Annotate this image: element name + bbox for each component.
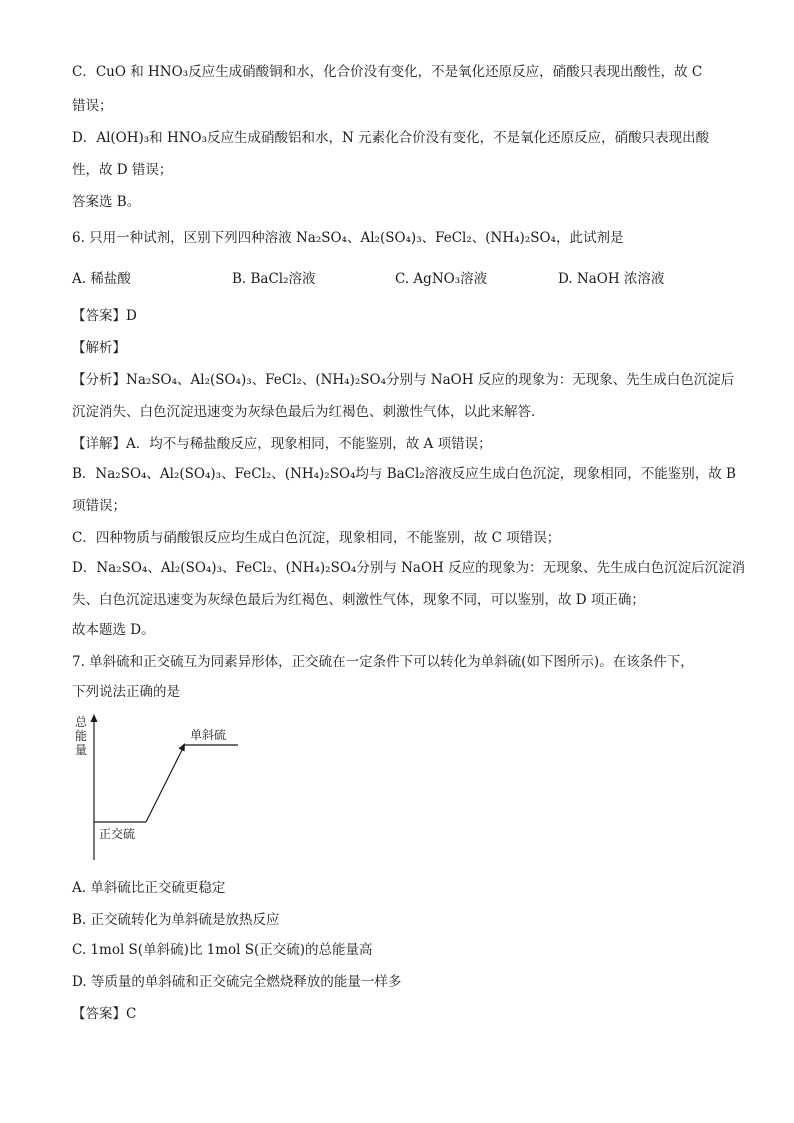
answer-value: D: [126, 308, 137, 324]
y-axis-label-char: 量: [75, 743, 88, 757]
question-6: 6. 只用一种试剂，区别下列四种溶液 Na₂SO₄、Al₂(SO₄)₃、FeCl₂、(NH₄)₂SO₄，此试剂是: [72, 230, 624, 246]
transition-line: [146, 746, 184, 822]
q7-option-c: C. 1mol S(单斜硫)比 1mol S(正交硫)的总能量高: [72, 942, 373, 958]
text-line: 失、白色沉淀迅速变为灰绿色最后为红褐色、刺激性气体，现象不同，可以鉴别，故 D 项正确；: [72, 592, 645, 608]
analysis-line: [72, 370, 734, 390]
text-line: D．Al(OH)₃和 HNO₃反应生成硝酸铝和水，N 元素化合价没有变化，不是氧化还原反应，硝酸只表现出酸: [72, 130, 710, 146]
q7-option-b: B. 正交硫转化为单斜硫是放热反应: [72, 912, 280, 928]
text-line: 错误；: [72, 98, 113, 114]
q6-option-c: C. AgNO₃溶液: [395, 271, 488, 287]
q7-option-d: D. 等质量的单斜硫和正交硫完全燃烧释放的能量一样多: [72, 974, 402, 990]
q6-option-d: D. NaOH 浓溶液: [558, 271, 665, 287]
analysis-text: Na₂SO₄、Al₂(SO₄)₃、FeCl₂、(NH₄)₂SO₄分别与 NaOH 反应的现象为：无现象、先生成白色沉淀后: [126, 372, 735, 388]
upper-level-label: 单斜硫: [190, 728, 227, 742]
text-line: 项错误；: [72, 498, 126, 514]
energy-diagram: [72, 712, 252, 864]
detail-tag: 【详解】: [72, 436, 126, 452]
analysis-tag: 【分析】: [72, 372, 126, 388]
detail-text: A．均不与稀盐酸反应，现象相同，不能鉴别，故 A 项错误；: [126, 436, 492, 452]
text-line: C．四种物质与硝酸银反应均生成白色沉淀，现象相同，不能鉴别，故 C 项错误；: [72, 530, 561, 546]
y-axis-label-char: 总: [75, 715, 88, 729]
answer-label: 【答案】: [72, 1006, 126, 1022]
answer-line: [72, 306, 137, 326]
analysis-label: 【解析】: [72, 340, 126, 356]
text-line: 答案选 B。: [72, 194, 141, 210]
lower-level-label: 正交硫: [99, 827, 136, 841]
text-line: C．CuO 和 HNO₃反应生成硝酸铜和水，化合价没有变化，不是氧化还原反应，硝酸只表现出酸性，故 C: [72, 64, 703, 80]
y-axis-label-char: 能: [75, 729, 88, 743]
text-line: 性，故 D 错误；: [72, 162, 173, 178]
answer-label: 【答案】: [72, 308, 126, 324]
text-line: D．Na₂SO₄、Al₂(SO₄)₃、FeCl₂、(NH₄)₂SO₄分别与 NaOH 反应的现象为：无现象、先生成白色沉淀后沉淀消: [72, 560, 746, 576]
q6-option-b: B. BaCl₂溶液: [232, 271, 316, 287]
detail-line: [72, 434, 492, 454]
q7-option-a: A. 单斜硫比正交硫更稳定: [72, 880, 226, 896]
text-line: 故本题选 D。: [72, 622, 155, 638]
y-axis-arrow-icon: [91, 714, 98, 722]
text-line: 沉淀消失、白色沉淀迅速变为灰绿色最后为红褐色、刺激性气体，以此来解答．: [72, 404, 545, 420]
text-line: B．Na₂SO₄、Al₂(SO₄)₃、FeCl₂、(NH₄)₂SO₄均与 BaCl₂溶液反应生成白色沉淀，现象相同，不能鉴别，故 B: [72, 466, 736, 482]
question-7: 7. 单斜硫和正交硫互为同素异形体，正交硫在一定条件下可以转化为单斜硫(如下图所示)。在该条件下，: [72, 654, 694, 670]
answer-value: C: [126, 1006, 137, 1022]
text-line: 下列说法正确的是: [72, 684, 180, 700]
answer-line: [72, 1004, 136, 1024]
q6-option-a: A. 稀盐酸: [72, 271, 131, 287]
